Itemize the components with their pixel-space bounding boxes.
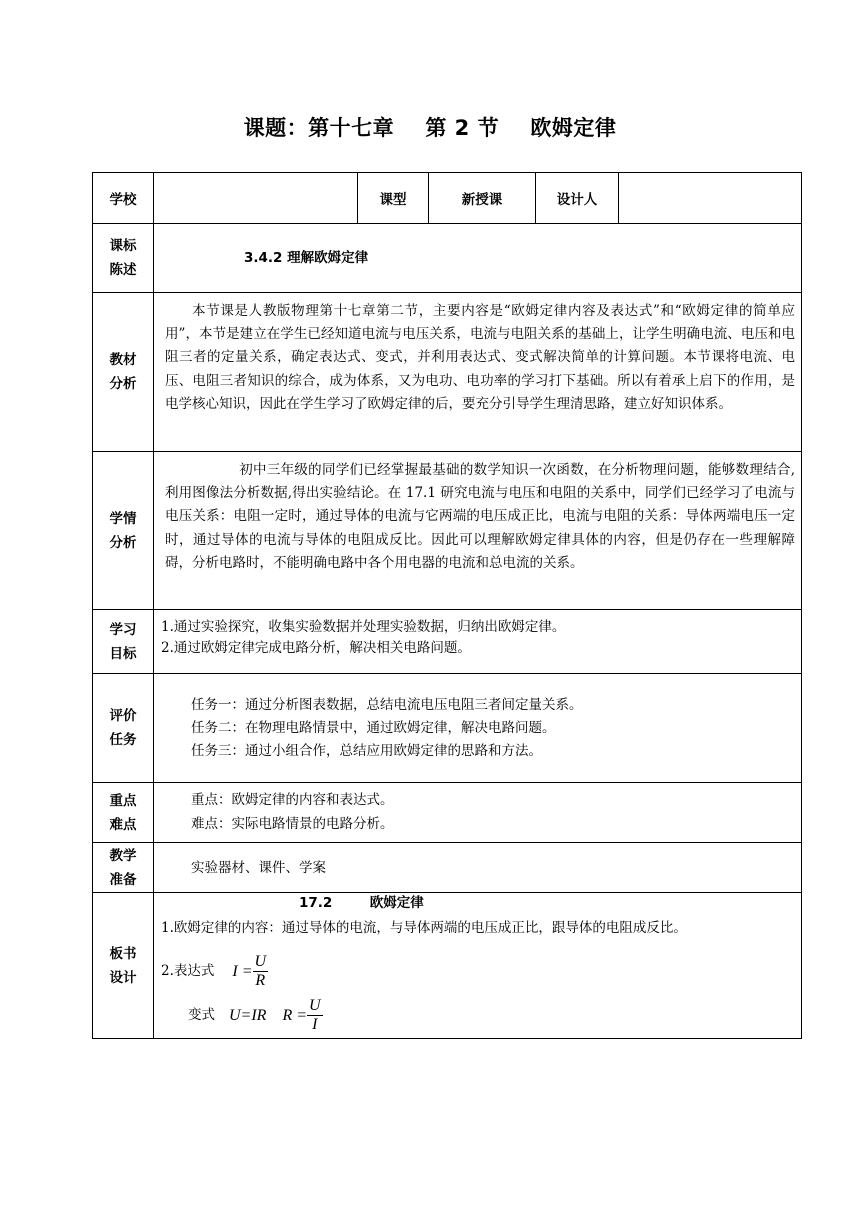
keypoints-label-cell [92,782,153,842]
variant-label: 变式 [188,1006,215,1023]
variant-formula-2-lhs: R = [282,1006,308,1024]
objective-item: 1.通过实验探究，收集实验数据并处理实验数据，归纳出欧姆定律。 [161,619,566,635]
evaluation-content-cell [153,673,802,782]
preparation-label-1: 教学 [109,847,137,864]
variant-formula-1: U=IR [229,1006,267,1024]
variant-denominator: I [312,1016,318,1033]
evaluation-label-2: 任务 [109,732,137,748]
variant-numerator: U [309,997,321,1014]
type-value: 新授课 [461,192,503,208]
keypoints-label-1: 重点 [109,792,137,809]
evaluation-label-cell [92,673,153,782]
expression-label: 2.表达式 [161,962,215,979]
designer-label: 设计人 [556,192,598,208]
board-heading [299,893,424,913]
board-label-cell [92,892,153,1039]
type-value-cell [428,172,535,223]
title-chapter: 课题：第十七章 [243,116,395,140]
formula-denominator: R [255,972,266,989]
student-label-1: 学情 [109,510,137,527]
objectives-label-cell [92,609,153,673]
objectives-content-cell [153,609,802,673]
preparation-label-cell [92,842,153,892]
material-label-1: 教材 [109,352,137,368]
standard-content-cell [153,223,802,292]
title-topic: 欧姆定律 [530,116,617,140]
evaluation-task: 任务一：通过分析图表数据，总结电流电压电阻三者间定量关系。 [191,697,583,713]
preparation-content-cell [153,842,802,892]
formula-fraction [253,953,269,990]
preparation-text: 实验器材、课件、学案 [191,860,326,876]
formula-lhs: I = [232,962,253,980]
preparation-label-2: 准备 [109,871,137,888]
standard-label-2: 陈述 [109,262,137,278]
material-label-cell [92,292,153,451]
standard-label-cell [92,223,153,292]
title-section: 第 2 节 [425,116,500,140]
keypoints-content-cell [153,782,802,842]
page-title [0,112,860,142]
evaluation-task: 任务二：在物理电路情景中，通过欧姆定律，解决电路问题。 [191,720,556,736]
student-label-cell [92,451,153,609]
school-label: 学校 [109,192,137,208]
designer-label-cell [535,172,618,223]
school-value-cell [153,172,357,223]
student-text: 初中三年级的同学们已经掌握最基础的数学知识一次函数，在分析物理问题，能够数理结合,利用图像法分析数据,得出实验结论。在 17.1 研究电流与电压和电阻的关系中，同学们已经学习了电流与电压关系：电阻一定时，通过导体的电流与它两端的电压成正比，电流与电阻的关系：导体两端电压一定时，通过导体的电流与导体的电阻成反比。因此可以理解欧姆定律具体的内容，但是仍存在一些理解障碍，分析电路时，不能明确电路中各个用电器的电流和总电流的关系。 [165,462,795,571]
board-heading-text: 欧姆定律 [369,895,424,911]
variant-fraction [307,997,323,1034]
evaluation-task: 任务三：通过小组合作，总结应用欧姆定律的思路和方法。 [191,743,542,759]
standard-text: 3.4.2 理解欧姆定律 [244,250,369,266]
type-label: 课型 [379,192,407,208]
board-heading-number: 17.2 [299,895,333,911]
lesson-plan-table [92,172,802,1039]
board-label-1: 板书 [109,946,137,962]
formula-numerator: U [254,953,267,970]
board-line-1: 1.欧姆定律的内容：通过导体的电流，与导体两端的电压成正比，跟导体的电阻成反比。 [161,920,687,936]
student-label-2: 分析 [109,534,137,551]
objective-item: 2.通过欧姆定律完成电路分析，解决相关电路问题。 [161,640,471,656]
material-text: 本节课是人教版物理第十七章第二节，主要内容是“欧姆定律内容及表达式”和“欧姆定律的简单应用”，本节是建立在学生已经知道电流与电压关系，电流与电阻关系的基础上，让学生明确电流、电压和电阻三者的定量关系，确定表达式、变式，并利用表达式、变式解决简单的计算问题。本节课将电流、电压、电阻三者知识的综合，成为体系，又为电功、电功率的学习打下基础。所以有着承上启下的作用，是电学核心知识，因此在学生学习了欧姆定律的后，要充分引导学生理清思路，建立好知识体系。 [165,303,795,412]
objectives-label-1: 学习 [109,621,137,638]
objectives-label-2: 目标 [109,645,137,662]
school-label-cell [92,172,153,223]
type-label-cell [357,172,428,223]
key-point: 重点：欧姆定律的内容和表达式。 [191,792,394,808]
board-line-3 [188,997,323,1034]
student-content-cell [153,451,802,609]
difficult-point: 难点：实际电路情景的电路分析。 [191,816,394,832]
keypoints-label-2: 难点 [109,816,137,833]
material-content-cell [153,292,802,451]
board-content-cell [153,892,802,1039]
material-label-2: 分析 [109,376,137,392]
board-label-2: 设计 [109,970,137,986]
designer-value-cell [618,172,802,223]
evaluation-label-1: 评价 [109,708,137,724]
standard-label-1: 课标 [109,238,137,254]
board-line-2 [161,953,268,990]
